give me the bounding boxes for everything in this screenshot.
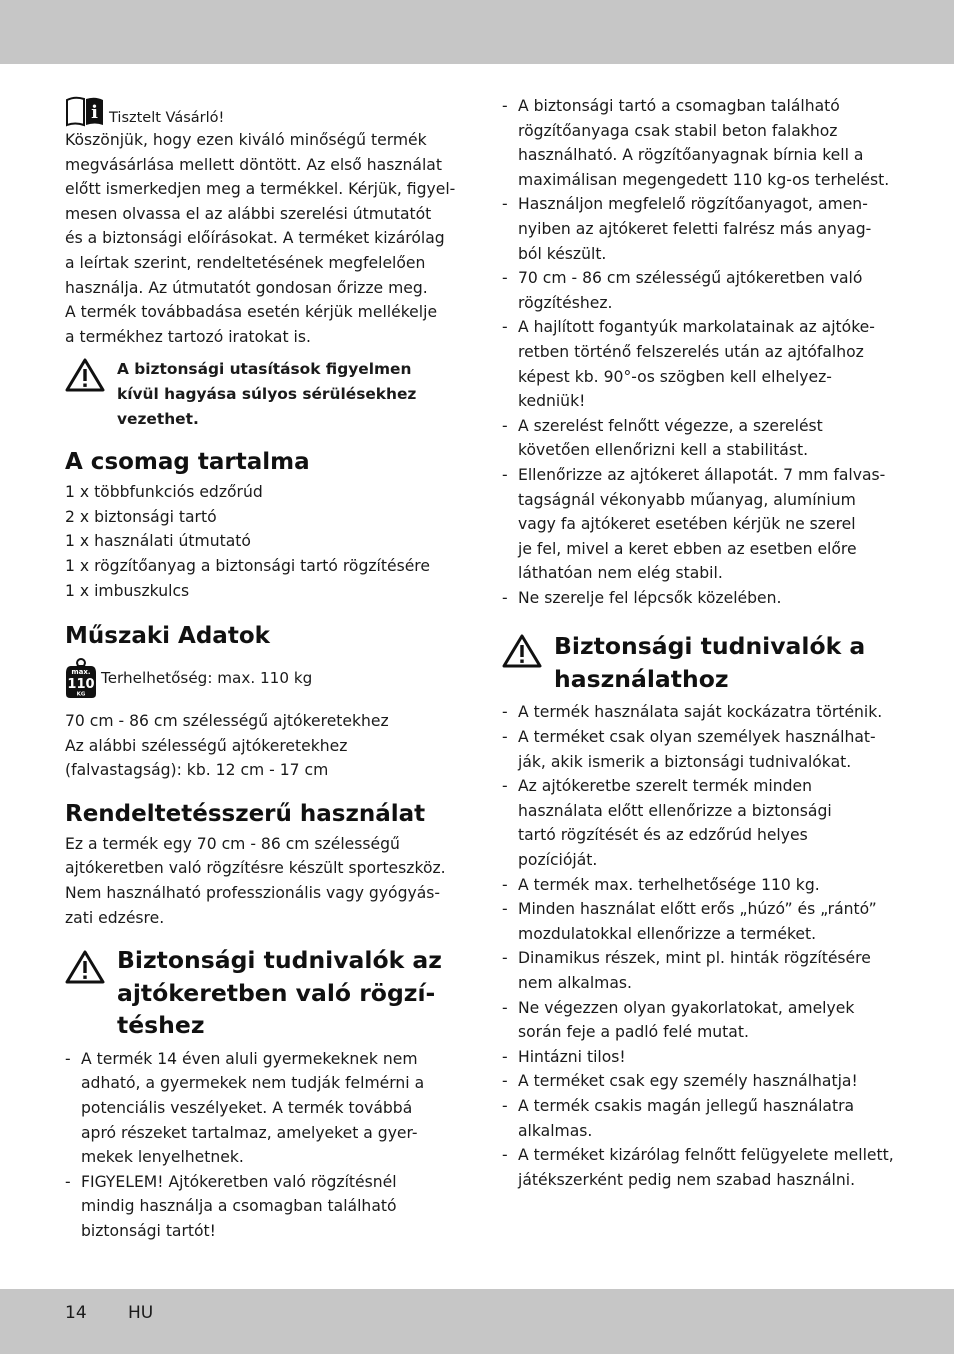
info-book-icon xyxy=(65,94,105,128)
item-line: mozdulatokkal ellenőrizze a terméket. xyxy=(518,924,817,943)
item-line: mindig használja a csomagban található xyxy=(81,1197,397,1216)
item-line: retben történő felszerelés után az ajtófalhoz xyxy=(518,342,864,361)
item-line: - FIGYELEM! Ajtókeretben való rögzítésnél xyxy=(81,1172,397,1191)
item-line: használható. A rögzítőanyagnak bírnia kell a xyxy=(518,146,864,165)
item-line: - A terméket csak egy személy használhatja! xyxy=(518,1072,858,1091)
load-spec xyxy=(65,657,460,699)
item-line: - A szerelést felnőtt végezze, a szerelést xyxy=(518,416,823,435)
greeting: Tisztelt Vásárló! xyxy=(109,110,225,126)
item-line: tartó rögzítését és az edzőrúd helyes xyxy=(518,826,808,845)
tech-line: 70 cm - 86 cm szélességű ajtókeretekhez xyxy=(65,712,389,731)
package-item: 1 x többfunkciós edzőrúd xyxy=(65,483,263,502)
top-bar xyxy=(0,0,954,64)
item-line: mekek lenyelhetnek. xyxy=(81,1148,244,1167)
usage-line: Nem használható professzionális vagy gyógyás- xyxy=(65,884,441,903)
list-item xyxy=(502,94,897,192)
usage-title: Rendeltetésszerű használat xyxy=(65,800,426,827)
intro-line: a termékhez tartozó iratokat is. xyxy=(65,327,311,346)
doorframe-safety-title xyxy=(117,944,442,1042)
package-item: 1 x használati útmutató xyxy=(65,532,251,551)
item-line: je fel, mivel a keret ebben az esetben előre xyxy=(518,539,857,558)
item-line: játékszerként pedig nem szabad használni. xyxy=(518,1170,856,1189)
usage-text xyxy=(65,832,460,930)
item-line: - A termék max. terhelhetősége 110 kg. xyxy=(518,875,820,894)
item-line: képest kb. 90°-os szögben kell elhelyez- xyxy=(518,367,832,386)
list-item xyxy=(502,315,897,413)
item-line: kedniük! xyxy=(518,392,586,411)
usage-safety-list xyxy=(502,700,897,1192)
item-line: potenciális veszélyeket. A termék továbbá xyxy=(81,1098,413,1117)
usage-line: zati edzésre. xyxy=(65,908,165,927)
intro-line: és a biztonsági előírásokat. A terméket kizárólag xyxy=(65,229,445,248)
item-line: - Ne szerelje fel lépcsők közelében. xyxy=(518,588,782,607)
intro-line: használja. Az útmutatót gondosan őrizze meg. xyxy=(65,278,428,297)
list-item xyxy=(502,463,897,586)
item-line: - Dinamikus részek, mint pl. hinták rögzítésére xyxy=(518,949,871,968)
item-line: - A terméket csak olyan személyek használhat- xyxy=(518,728,876,747)
list-item xyxy=(502,1094,897,1143)
item-line: - Az ajtókeretbe szerelt termék minden xyxy=(518,777,813,796)
item-line: rögzítéshez. xyxy=(518,293,613,312)
usage-line: Ez a termék egy 70 cm - 86 cm szélességű xyxy=(65,834,400,853)
title-line: ajtókeretben való rögzí- xyxy=(117,978,436,1007)
intro-line: előtt ismerkedjen meg a termékkel. Kérjük, figyel- xyxy=(65,180,456,199)
mounting-list xyxy=(502,94,897,610)
list-item xyxy=(65,1047,460,1170)
intro-line: megvásárlása mellett döntött. Az első használat xyxy=(65,155,442,174)
warning-line: A biztonsági utasítások figyelmen xyxy=(117,360,412,379)
list-item xyxy=(65,1170,460,1244)
tech-line: Az alábbi szélességű ajtókeretekhez xyxy=(65,736,348,755)
package-item: 1 x rögzítőanyag a biztonsági tartó rögzítésére xyxy=(65,556,430,575)
warning-triangle-icon xyxy=(502,633,542,669)
warning-line: vezethet. xyxy=(117,409,199,428)
intro-line: a leírtak szerint, rendeltetésének megfelelően xyxy=(65,253,426,272)
item-line: ból készült. xyxy=(518,244,607,263)
warning-triangle-icon xyxy=(65,949,105,985)
list-item xyxy=(502,873,897,898)
intro-line: Köszönjük, hogy ezen kiváló minőségű termék xyxy=(65,131,427,149)
warning-line: kívül hagyása súlyos sérülésekhez xyxy=(117,384,417,403)
item-line: ják, akik ismerik a biztonsági tudnivalókat. xyxy=(518,752,852,771)
item-line: tagságnál vékonyabb műanyag, alumínium xyxy=(518,490,856,509)
item-line: - A hajlított fogantyúk markolatainak az ajtóke- xyxy=(518,318,875,337)
warning-triangle-icon xyxy=(65,357,105,393)
item-line: követően ellenőrizni kell a stabilitást. xyxy=(518,441,809,460)
intro-text xyxy=(65,128,460,349)
warning-text xyxy=(117,357,416,431)
max-weight-icon xyxy=(65,657,97,699)
list-item xyxy=(502,1045,897,1070)
item-line: adható, a gyermekek nem tudják felmérni a xyxy=(81,1074,425,1093)
list-item xyxy=(502,946,897,995)
item-line: - Ne végezzen olyan gyakorlatokat, amelyek xyxy=(518,998,855,1017)
item-line: - A biztonsági tartó a csomagban található xyxy=(518,97,840,115)
list-item xyxy=(502,700,897,725)
list-item xyxy=(502,266,897,315)
list-item xyxy=(502,192,897,266)
doorframe-safety-list xyxy=(65,1047,460,1244)
load-text: Terhelhetőség: max. 110 kg xyxy=(101,669,313,688)
icon-value-label: 110 xyxy=(67,677,95,693)
list-item xyxy=(502,586,897,611)
item-line: nyiben az ajtókeret feletti falrész más anyag- xyxy=(518,219,872,238)
usage-safety-header xyxy=(502,630,897,695)
title-line: téshez xyxy=(117,1011,205,1040)
package-list xyxy=(65,480,460,603)
item-line: pozícióját. xyxy=(518,851,598,870)
item-line: - 70 cm - 86 cm szélességű ajtókeretben való xyxy=(518,269,863,288)
item-line: maximálisan megengedett 110 kg-os terhelést. xyxy=(518,170,890,189)
title-line: Biztonsági tudnivalók a xyxy=(554,632,866,661)
page-number: 14 xyxy=(65,1303,87,1323)
tech-text xyxy=(65,709,460,783)
item-line: vagy fa ajtókeret esetében kérjük ne szerel xyxy=(518,515,856,534)
intro-line: A termék továbbadása esetén kérjük mellékelje xyxy=(65,303,438,322)
item-line: - A termék használata saját kockázatra történik. xyxy=(518,703,883,722)
usage-safety-title xyxy=(554,630,865,695)
item-line: - Minden használat előtt erős „húzó” és „rántó” xyxy=(518,900,877,919)
item-line: - Ellenőrizze az ajtókeret állapotát. 7 mm falvas- xyxy=(518,465,886,484)
item-line: biztonsági tartót! xyxy=(81,1221,216,1240)
item-line: során feje a padló felé mutat. xyxy=(518,1023,749,1042)
intro-line: mesen olvassa el az alábbi szerelési útmutatót xyxy=(65,204,432,223)
list-item xyxy=(502,725,897,774)
item-line: használata előtt ellenőrizze a biztonsági xyxy=(518,801,832,820)
list-item xyxy=(502,1069,897,1094)
item-line: nem alkalmas. xyxy=(518,974,632,992)
item-line: - A termék csakis magán jellegű használatra xyxy=(518,1096,855,1115)
item-line: alkalmas. xyxy=(518,1121,593,1140)
package-item: 2 x biztonsági tartó xyxy=(65,507,217,526)
item-line: - A terméket kizárólag felnőtt felügyelete mellett, xyxy=(518,1146,894,1165)
right-column xyxy=(502,94,897,1192)
item-line: rögzítőanyaga csak stabil beton falakhoz xyxy=(518,121,838,140)
page-language: HU xyxy=(128,1303,154,1323)
item-line: - Használjon megfelelő rögzítőanyagot, amen- xyxy=(518,195,868,214)
icon-unit-label: KG xyxy=(76,691,86,698)
package-title: A csomag tartalma xyxy=(65,449,310,476)
usage-line: ajtókeretben való rögzítésre készült sporteszköz. xyxy=(65,859,446,878)
list-item xyxy=(502,774,897,872)
intro-header xyxy=(65,94,460,128)
list-item xyxy=(502,897,897,946)
list-item xyxy=(502,414,897,463)
item-line: láthatóan nem elég stabil. xyxy=(518,564,723,583)
tech-line: (falvastagság): kb. 12 cm - 17 cm xyxy=(65,761,329,780)
list-item xyxy=(502,996,897,1045)
tech-title: Műszaki Adatok xyxy=(65,623,270,650)
left-column xyxy=(65,94,460,1244)
package-item: 1 x imbuszkulcs xyxy=(65,581,190,600)
title-line: Biztonsági tudnivalók az xyxy=(117,946,442,975)
item-line: - A termék 14 éven aluli gyermekeknek nem xyxy=(81,1049,418,1068)
item-line: - Hintázni tilos! xyxy=(518,1047,626,1066)
safety-warning xyxy=(65,357,460,431)
doorframe-safety-header xyxy=(65,944,460,1042)
icon-max-label: max. xyxy=(71,668,91,677)
svg-text:i: i xyxy=(91,102,98,123)
list-item xyxy=(502,1143,897,1192)
title-line: használathoz xyxy=(554,664,729,693)
item-line: apró részeket tartalmaz, amelyeket a gyer- xyxy=(81,1123,418,1142)
